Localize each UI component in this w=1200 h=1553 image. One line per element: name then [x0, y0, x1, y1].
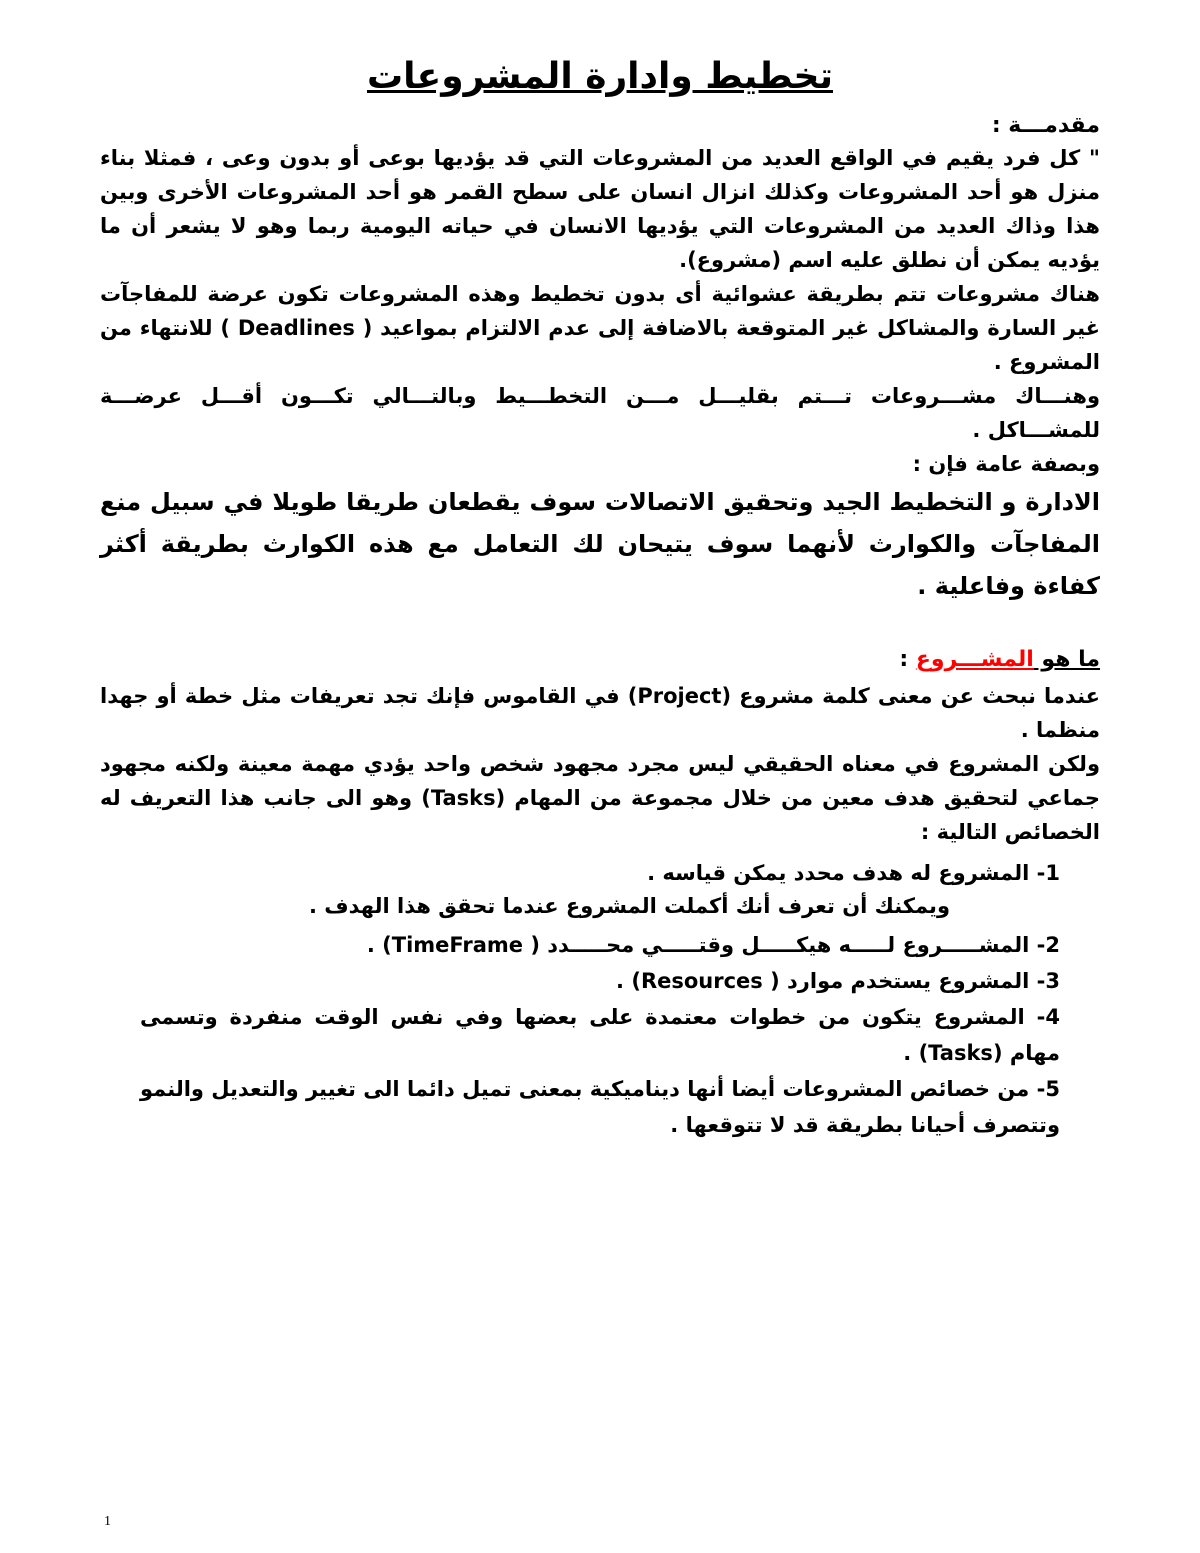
intro-paragraph-3: وهنـــاك مشـــروعات تـــتم بقليـــل مـــن التخطـــيط وبالتـــالي تكـــون أقـــل عرضـــة للمشـــاكل . — [100, 384, 1100, 442]
list-item — [140, 855, 1060, 891]
list-item — [140, 963, 1060, 999]
intro-paragraph-1: " كل فرد يقيم في الواقع العديد من المشروعات التي قد يؤديها بوعى أو بدون وعى ، فمثلا بناء منزل هو أحد المشروعات وكذلك انزال انسان على سطح القمر هو أحد المشروعات الأخرى وبين هذا وذاك العديد من المشروعات التي يؤديها الانسان في حياته اليومية ربما وهو لا يشعر أن ما يؤديه يمكن أن نطلق عليه اسم (مشروع). — [100, 146, 1100, 272]
section-heading-suffix: : — [899, 647, 916, 672]
list-item-number: 5- — [1036, 1077, 1060, 1101]
list-item-number: 2- — [1036, 933, 1060, 957]
definition-paragraph-2: ولكن المشروع في معناه الحقيقي ليس مجرد مجهود شخص واحد يؤدي مهمة معينة ولكنه مجهود جماعي لتحقيق هدف معين من خلال مجموعة من المهام (Tasks) وهو الى جانب هذا التعريف له الخصائص التالية : — [100, 752, 1100, 844]
page-number: 1 — [104, 1514, 111, 1529]
list-item-number: 3- — [1036, 969, 1060, 993]
list-item-number: 1- — [1036, 861, 1060, 885]
list-item-text: المشروع له هدف محدد يمكن قياسه . — [647, 861, 1030, 885]
definition-paragraph-1: عندما نبحث عن معنى كلمة مشروع (Project) في القاموس فإنك تجد تعريفات مثل خطة أو جهدا منظما . — [100, 684, 1100, 742]
list-item-sub: ويمكنك أن تعرف أنك أكملت المشروع عندما تحقق هذا الهدف . — [308, 894, 950, 918]
section-heading-red: المشـــروع — [915, 647, 1034, 672]
list-item-text: من خصائص المشروعات أيضا أنها ديناميكية بمعنى تميل دائما الى تغيير والتعديل والنمو وتتصرف أحيانا بطريقة قد لا تتوقعها . — [140, 1077, 1060, 1137]
list-item-text: المشـــــروع لـــــه هيكـــــل وقتـــــي محـــــدد ( TimeFrame) . — [366, 933, 1030, 957]
section-heading — [100, 645, 1100, 675]
emphasis-paragraph: الادارة و التخطيط الجيد وتحقيق الاتصالات سوف يقطعان طريقا طويلا في سبيل منع المفاجآت والكوارث لأنهما سوف يتيحان لك التعامل مع هذه الكوارث بطريقة أكثر كفاءة وفاعلية . — [100, 488, 1100, 600]
list-item-text: المشروع يستخدم موارد ( Resources) . — [616, 969, 1030, 993]
list-item — [140, 999, 1060, 1071]
list-item-number: 4- — [1036, 1005, 1060, 1029]
document-page — [100, 55, 1100, 1143]
list-item — [140, 927, 1060, 963]
list-item-text: المشروع يتكون من خطوات معتمدة على بعضها وفي نفس الوقت منفردة وتسمى مهام (Tasks) . — [140, 1005, 1060, 1065]
intro-heading: مقدمـــة : — [991, 113, 1100, 138]
properties-list — [140, 855, 1060, 1143]
intro-paragraph-2: هناك مشروعات تتم بطريقة عشوائية أى بدون تخطيط وهذه المشروعات تكون عرضة للمفاجآت غير السارة والمشاكل غير المتوقعة بالاضافة إلى عدم الالتزام بمواعيد ( Deadlines ) للانتهاء من المشروع . — [100, 282, 1101, 374]
list-item — [140, 1071, 1060, 1143]
section-heading-prefix: ما هو — [1033, 647, 1100, 672]
intro-paragraph-4: وبصفة عامة فإن : — [912, 452, 1100, 476]
document-title: تخطيط وادارة المشروعات — [366, 56, 834, 97]
